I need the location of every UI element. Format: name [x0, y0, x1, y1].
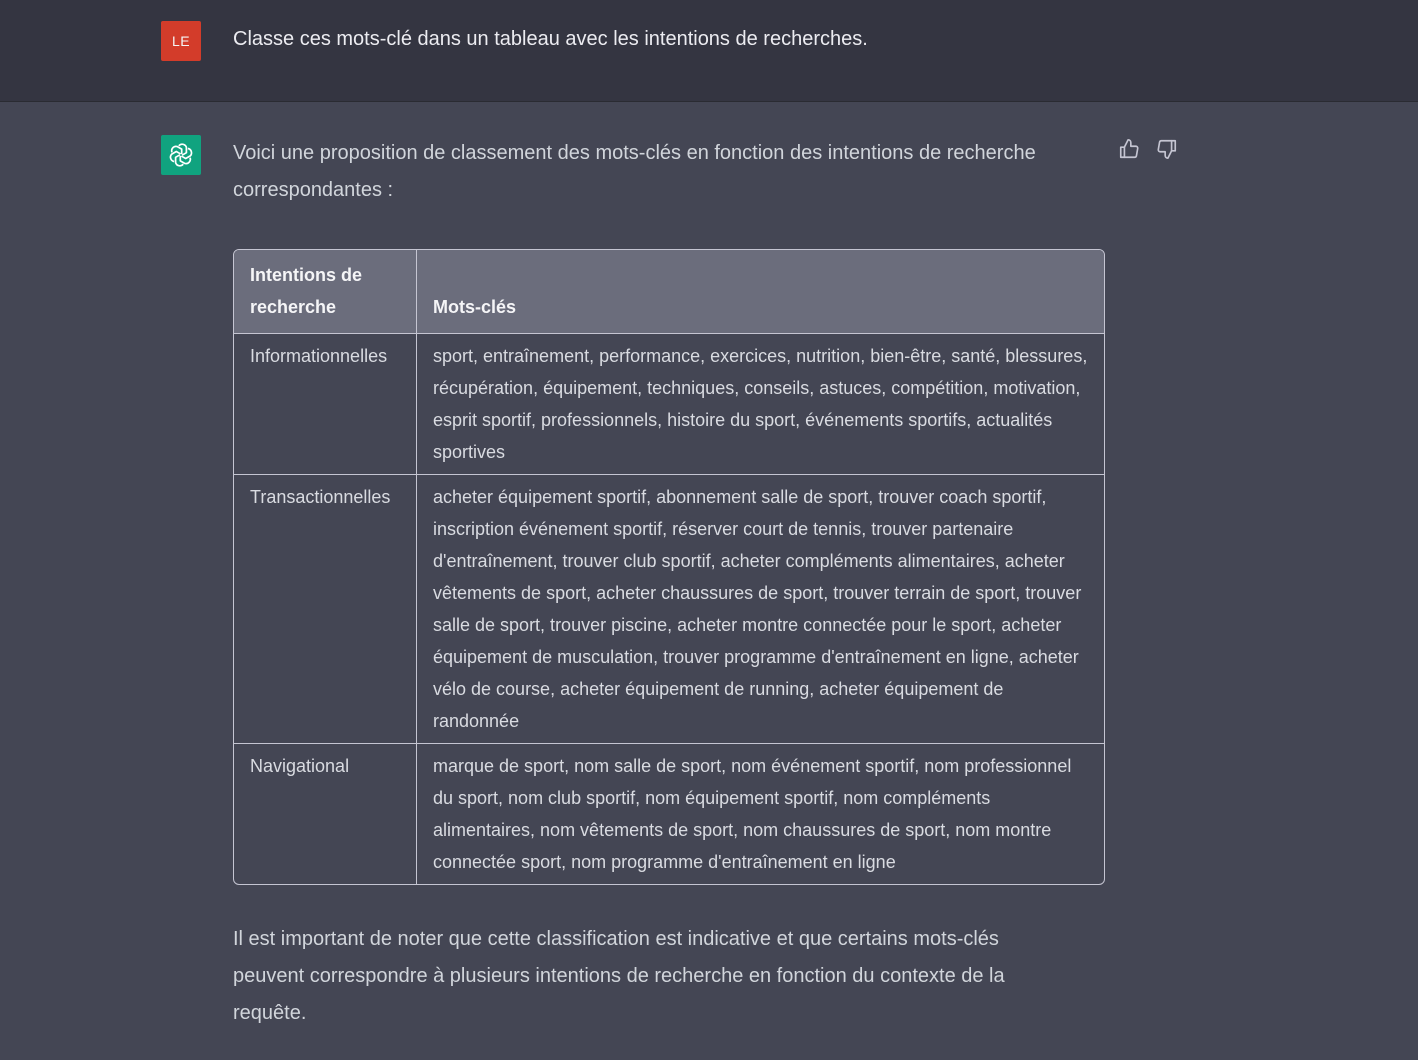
keywords-cell: marque de sport, nom salle de sport, nom événement sportif, nom professionnel du sport, nom club sportif, nom équipement sportif, nom compléments alimentaires, nom vêtements de sport, nom chaussures de sport, nom montre connectée sport, nom programme d'entraînement en ligne — [417, 744, 1105, 885]
table-row — [234, 744, 1104, 885]
openai-logo-icon — [168, 142, 194, 168]
header-keywords: Mots-clés — [417, 250, 1105, 334]
user-message-text: Classe ces mots-clé dans un tableau avec les intentions de recherches. — [233, 28, 868, 50]
intent-cell: Informationnelles — [234, 334, 417, 475]
assistant-answer — [233, 135, 1105, 1032]
table-row — [234, 475, 1104, 744]
thumbs-up-icon[interactable] — [1118, 138, 1140, 160]
intent-cell: Transactionnelles — [234, 475, 417, 744]
intent-table — [233, 249, 1105, 885]
keywords-cell: acheter équipement sportif, abonnement salle de sport, trouver coach sportif, inscription événement sportif, réserver court de tennis, trouver partenaire d'entraînement, trouver club sportif, acheter compléments alimentaires, acheter vêtements de sport, acheter chaussures de sport, trouver terrain de sport, trouver salle de sport, trouver piscine, acheter montre connectée pour le sport, acheter équipement de musculation, trouver programme d'entraînement en ligne, acheter vélo de course, acheter équipement de running, acheter équipement de randonnée — [417, 475, 1105, 744]
thumbs-down-icon[interactable] — [1156, 138, 1178, 160]
answer-intro: Voici une proposition de classement des mots-clés en fonction des intentions de recherche correspondantes : — [233, 142, 1036, 201]
answer-outro: Il est important de noter que cette classification est indicative et que certains mots-clés peuvent correspondre à plusieurs intentions de recherche en fonction du contexte de la requête. — [233, 928, 1005, 1024]
table-row — [234, 334, 1104, 475]
assistant-avatar — [161, 135, 201, 175]
intent-cell: Navigational — [234, 744, 417, 885]
header-intent: Intentions de recherche — [234, 250, 417, 334]
user-avatar: LE — [161, 21, 201, 61]
feedback-buttons — [1118, 138, 1178, 160]
keywords-cell: sport, entraînement, performance, exercices, nutrition, bien-être, santé, blessures, récupération, équipement, techniques, conseils, astuces, compétition, motivation, esprit sportif, professionnels, histoire du sport, événements sportifs, actualités sportives — [417, 334, 1105, 475]
user-message-row — [0, 0, 1418, 102]
table-header-row — [234, 250, 1104, 334]
assistant-message-row — [0, 102, 1418, 1060]
